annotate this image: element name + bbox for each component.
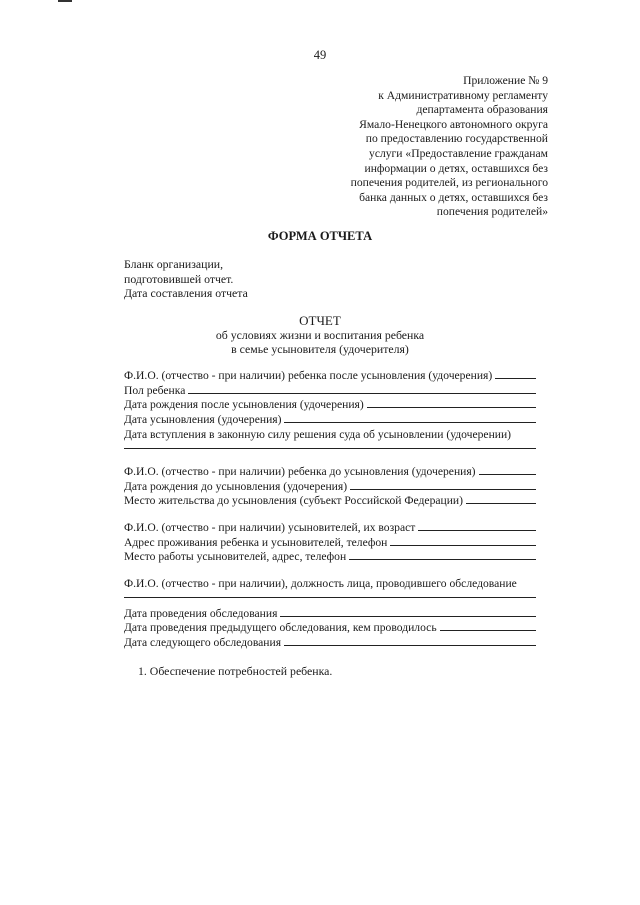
appendix-line: департамента образования <box>416 103 548 117</box>
field-label: Ф.И.О. (отчество - при наличии) усыновителей, их возраст <box>124 520 416 534</box>
appendix-header <box>248 74 548 220</box>
field-label: Дата усыновления (удочерения) <box>124 413 282 427</box>
fill-line[interactable] <box>188 393 536 394</box>
form-field-row <box>124 549 536 564</box>
report-subtitle: в семье усыновителя (удочерителя) <box>231 342 409 356</box>
adoptive-parents-fields <box>124 519 536 563</box>
form-field-row <box>124 634 536 649</box>
form-title: ФОРМА ОТЧЕТА <box>267 229 373 243</box>
fill-line[interactable] <box>350 489 536 490</box>
inspection-fields <box>124 575 536 649</box>
field-label: Дата следующего обследования <box>124 636 282 650</box>
form-field-row <box>124 605 536 620</box>
fill-line[interactable] <box>390 545 536 546</box>
appendix-line: к Административному регламенту <box>378 88 548 102</box>
fill-line[interactable] <box>124 448 536 449</box>
field-label: Дата проведения предыдущего обследования, кем проводилось <box>124 621 437 635</box>
field-label: Дата рождения до усыновления (удочерения) <box>124 479 348 493</box>
blank-line: Бланк организации, <box>124 257 224 271</box>
appendix-line: по предоставлению государственной <box>365 132 548 146</box>
page-number: 49 <box>313 48 327 62</box>
appendix-line: попечения родителей» <box>436 205 548 219</box>
appendix-line: Ямало-Ненецкого автономного округа <box>359 117 548 131</box>
fill-line[interactable] <box>479 474 536 475</box>
form-field-row <box>124 534 536 549</box>
field-label: Ф.И.О. (отчество - при наличии), должность лица, проводившего обследование <box>124 576 517 590</box>
field-label: Адрес проживания ребенка и усыновителей, телефон <box>124 535 388 549</box>
fill-line[interactable] <box>349 559 536 560</box>
field-label: Место работы усыновителей, адрес, телефон <box>124 550 347 564</box>
field-label: Ф.И.О. (отчество - при наличии) ребенка после усыновления (удочерения) <box>124 368 493 382</box>
field-label: Дата проведения обследования <box>124 606 278 620</box>
appendix-line: информации о детях, оставшихся без <box>364 161 548 175</box>
field-label: Дата рождения после усыновления (удочерения) <box>124 398 364 412</box>
appendix-line: попечения родителей, из регионального <box>350 176 548 190</box>
fill-line[interactable] <box>418 530 536 531</box>
child-after-adoption-fields <box>124 367 536 456</box>
fill-line[interactable] <box>284 422 536 423</box>
child-before-adoption-fields <box>124 463 536 507</box>
field-label: Дата вступления в законную силу решения суда об усыновлении (удочерении) <box>124 427 512 441</box>
organization-blank <box>124 257 248 301</box>
field-label: Ф.И.О. (отчество - при наличии) ребенка до усыновления (удочерения) <box>124 464 476 478</box>
appendix-line: банка данных о детях, оставшихся без <box>359 190 548 204</box>
fill-line[interactable] <box>440 630 536 631</box>
appendix-line: услуги «Предоставление гражданам <box>369 146 548 160</box>
appendix-line: Приложение № 9 <box>463 74 548 87</box>
report-title: ОТЧЕТ <box>299 313 341 328</box>
fill-line[interactable] <box>367 407 536 408</box>
form-field-row <box>124 478 536 493</box>
form-field-row <box>124 519 536 534</box>
field-label: Место жительства до усыновления (субъект Российской Федерации) <box>124 494 463 508</box>
form-field-row <box>124 575 536 590</box>
form-field-row <box>124 397 536 412</box>
fill-line[interactable] <box>284 645 536 646</box>
form-field-row <box>124 367 536 382</box>
fill-line[interactable] <box>495 378 536 379</box>
scan-corner-mark <box>58 0 72 2</box>
section-item-1: 1. Обеспечение потребностей ребенка. <box>138 664 333 678</box>
form-field-row <box>124 620 536 635</box>
fill-line[interactable] <box>466 503 536 504</box>
fill-line[interactable] <box>124 597 536 598</box>
form-field-row <box>124 382 536 397</box>
blank-line: подготовившей отчет. <box>124 271 234 286</box>
form-field-row <box>124 411 536 426</box>
blank-line: Дата составления отчета <box>124 286 248 300</box>
report-heading <box>0 313 640 356</box>
field-label: Пол ребенка <box>124 383 186 397</box>
fill-line[interactable] <box>280 616 536 617</box>
form-field-row <box>124 493 536 508</box>
form-field-row <box>124 426 536 441</box>
report-subtitle: об условиях жизни и воспитания ребенка <box>215 328 425 342</box>
form-field-row <box>124 463 536 478</box>
